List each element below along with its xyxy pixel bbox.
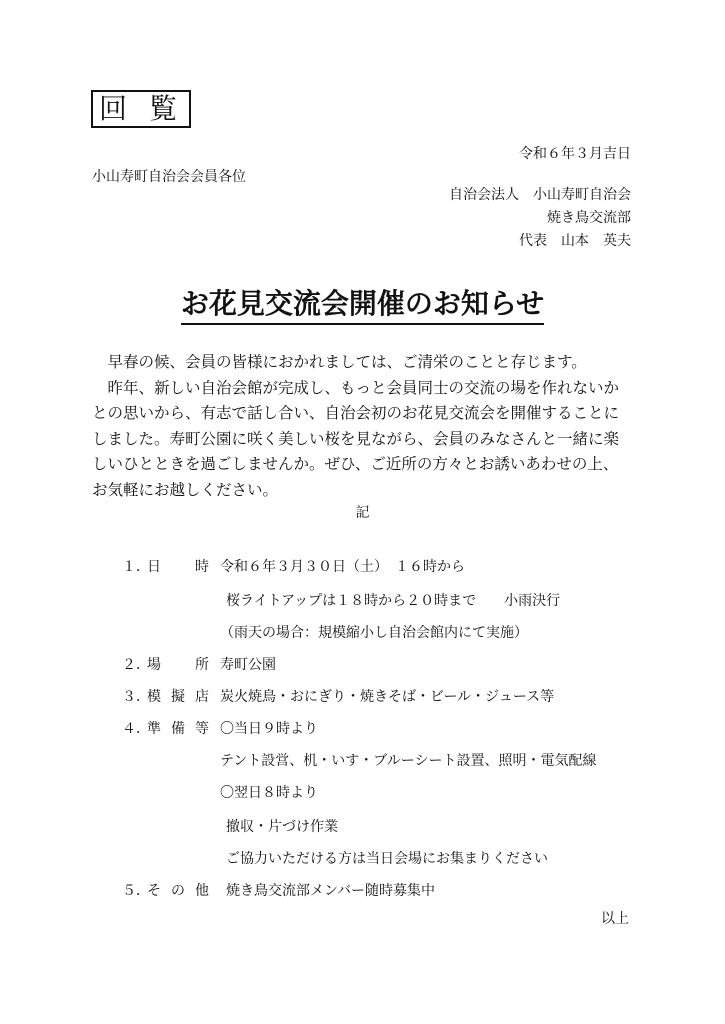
body-text [92,350,652,503]
body-line: 昨年、新しい自治会館が完成し、もっと会員同士の交流の場を作れないか [92,378,620,397]
ki-heading: 記 [355,505,370,521]
circulation-stamp: 回覧 [91,90,191,128]
item-label-datetime: 日 時 [147,559,209,575]
item-label-preparation: 準備等 [147,721,209,737]
body-line: しいひとときを過ごしませんか。ぜひ、ご近所の方々とお誘いあわせの上、 [92,455,619,473]
document-date: 令和６年３月吉日 [519,146,631,162]
item-text: ご協力いただける方は当日会場にお集まりください [226,851,548,867]
item-number: ３． [122,689,150,705]
item-text: 令和６年３月３０日（土） １６時から [220,559,465,575]
item-number: ５． [122,883,150,899]
body-line: しました。寿町公園に咲く美しい桜を見ながら、会員のみなさんと一緒に楽 [92,429,620,448]
item-number: ２． [122,657,150,673]
item-text: 焼き鳥交流部メンバー随時募集中 [226,883,436,899]
item-text: テント設営、机・いす・ブルーシート設置、照明・電気配線 [220,753,597,769]
page-title [0,282,725,322]
item-text: 寿町公園 [220,657,276,673]
item-number: ４． [122,721,150,737]
sender-representative: 代表 山本 英夫 [519,233,631,249]
item-label-other: その他 [147,883,209,899]
item-text: 〇当日９時より [220,721,318,737]
item-label-stalls: 模擬店 [147,689,209,705]
body-line: 早春の候、会員の皆様におかれましては、ご清栄のことと存じます。 [92,353,587,371]
item-text: 〇翌日８時より [220,785,318,801]
body-line: お気軽にお越しください。 [92,480,279,499]
item-label-place: 場 所 [147,657,209,673]
item-text: 撤収・片づけ作業 [226,819,338,835]
page-title-text: お花見交流会開催のお知らせ [181,287,544,325]
item-text: 炭火焼鳥・おにぎり・焼きそば・ビール・ジュース等 [220,689,555,705]
item-number: １． [122,559,150,575]
item-text: （雨天の場合：規模縮小し自治会館内にて実施） [220,625,528,641]
item-text: 桜ライトアップは１８時から２０時まで 小雨決行 [226,593,561,609]
closing-ijo: 以上 [601,911,629,927]
addressee: 小山寿町自治会会員各位 [92,169,246,185]
sender-organization: 自治会法人 小山寿町自治会 [449,187,631,203]
sender-department: 焼き鳥交流部 [547,210,631,226]
body-line: との思いから、有志で話し合い、自治会初のお花見交流会を開催することに [92,404,620,422]
